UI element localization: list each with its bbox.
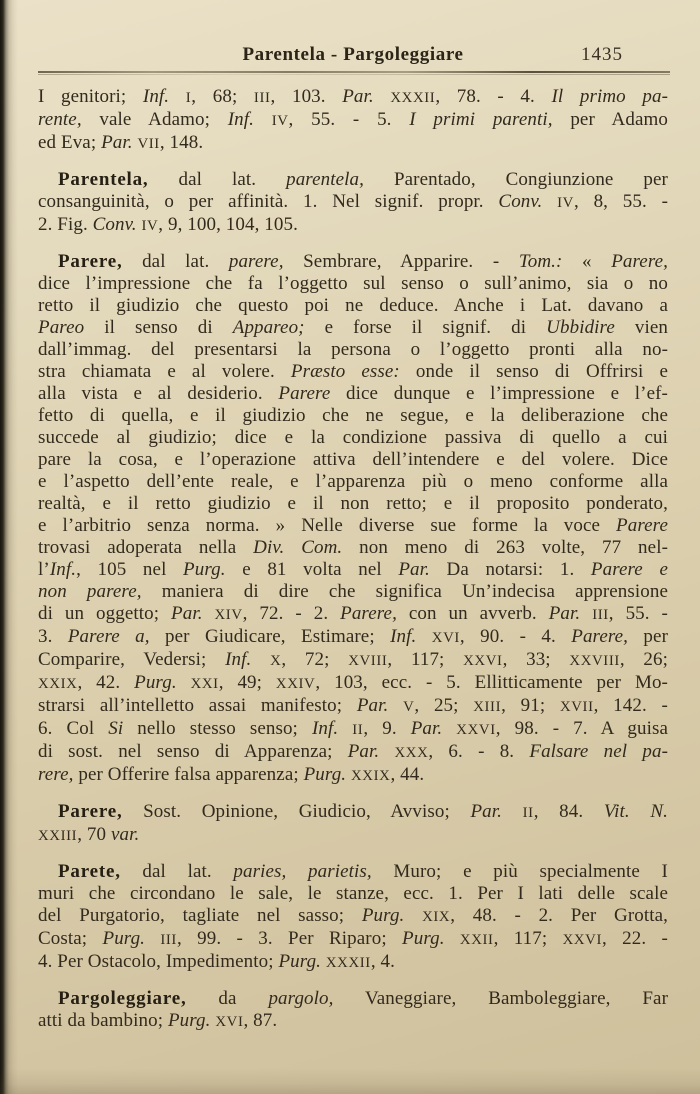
text-line xyxy=(38,951,668,974)
text-run: XIX xyxy=(422,909,451,925)
text-run: , 9, 100, 104, 105. xyxy=(158,214,298,235)
text-run: e l’aspetto dell’ente reale, e l’apparenza più o meno conforme alla xyxy=(38,471,668,492)
text-run: Inf. xyxy=(49,559,77,580)
text-run: XVI xyxy=(215,1014,244,1030)
text-run: Muro; e più specialmente I xyxy=(371,861,668,882)
text-run: XXI xyxy=(190,676,219,692)
text-run: XXVIII xyxy=(569,653,620,669)
text-run: , 142. - xyxy=(593,695,668,716)
text-run: , 148. xyxy=(159,132,204,153)
text-run: pargolo, xyxy=(268,988,334,1009)
text-run: XXVI xyxy=(562,932,602,948)
text-line xyxy=(38,214,668,237)
text-run: XXIX xyxy=(351,768,391,784)
text-run: , 117; xyxy=(387,649,464,670)
text-line xyxy=(38,339,668,361)
text-run: retto il giudizio che questo poi ne deduce. Anche i Lat. davano a xyxy=(38,295,668,316)
text-run: paries, parietis, xyxy=(233,861,372,882)
text-run: Par. xyxy=(171,603,215,624)
text-run: Inf. xyxy=(311,718,353,739)
text-run: di sost. nel senso di Apparenza; xyxy=(38,741,348,762)
text-run: , 25; xyxy=(414,695,474,716)
text-line xyxy=(38,603,668,626)
text-run: , 87. xyxy=(243,1010,278,1031)
text-run: , 9. xyxy=(363,718,411,739)
header-rule-line xyxy=(38,71,670,73)
text-run: Vaneggiare, Bamboleggiare, Far xyxy=(333,988,668,1009)
text-line xyxy=(38,928,668,951)
text-run: Parere xyxy=(278,383,331,404)
text-run: , 103, ecc. - 5. Ellitticamente per Mo- xyxy=(315,672,668,693)
text-run: , 68; xyxy=(191,86,254,107)
text-line xyxy=(38,471,668,493)
text-run: di un oggetto; xyxy=(38,603,172,624)
text-run: Par. xyxy=(410,718,457,739)
text-run: dice dunque e l’impressione e l’ef- xyxy=(330,383,668,404)
text-run: III xyxy=(592,607,609,623)
text-run: parentela, xyxy=(286,169,364,190)
text-run: Parere, xyxy=(340,603,397,624)
text-run: XXII xyxy=(459,932,494,948)
text-run: e forse il signif. di xyxy=(304,317,547,338)
text-run: 6. Col xyxy=(38,718,109,739)
text-run: succede al giudizio; dice e la condizione passiva di quello a cui xyxy=(38,427,668,448)
text-run: VII xyxy=(137,136,160,152)
text-line xyxy=(38,405,668,427)
entry-pargoleggiare xyxy=(38,988,668,1033)
text-run: muri che circondano le sale, le stanze, ecc. 1. Per I lati delle scale xyxy=(38,883,668,904)
text-run: Pareo xyxy=(38,317,85,338)
text-run: XXVI xyxy=(456,722,496,738)
text-run: dal lat. xyxy=(120,861,234,882)
text-run: Inf. xyxy=(390,626,432,647)
text-run: Conv. xyxy=(92,214,142,235)
text-run: XXIX xyxy=(38,676,78,692)
binding-shadow xyxy=(0,0,18,1094)
text-run: Par. xyxy=(347,741,395,762)
text-run: , 105 nel xyxy=(76,559,184,580)
headword: Parete, xyxy=(58,861,121,882)
text-run: , 48. - 2. Per Grotta, xyxy=(450,905,668,926)
text-run: da xyxy=(186,988,269,1009)
text-run: , 90. - 4. xyxy=(459,626,572,647)
text-run: XXIII xyxy=(38,828,78,844)
text-run: XXVI xyxy=(463,653,503,669)
text-line xyxy=(38,251,668,273)
text-run: , 72; xyxy=(281,649,349,670)
text-run: Falsare nel pa- xyxy=(529,741,668,762)
text-run: , 55. - 5. xyxy=(288,109,410,130)
text-run: I genitori; xyxy=(38,86,143,107)
text-run: realtà, e il retto giudizio e il non retto; e il proposito ponderato, xyxy=(38,493,668,514)
entry-parentela xyxy=(38,169,668,237)
headword: Parentela, xyxy=(58,169,149,190)
text-run: Tom.: xyxy=(518,251,563,272)
header-rule xyxy=(38,71,670,75)
text-run: Da notarsi: 1. xyxy=(429,559,591,580)
text-run: dal lat. xyxy=(122,251,229,272)
text-run: , 91; xyxy=(501,695,560,716)
text-run: Purg. xyxy=(167,1010,216,1031)
text-line xyxy=(38,824,668,847)
text-run: , 70 xyxy=(77,824,111,845)
text-line xyxy=(38,86,668,109)
text-run: Parere a, xyxy=(67,626,150,647)
text-run: , 55. - xyxy=(608,603,668,624)
text-run: Par. xyxy=(101,132,138,153)
text-run: trovasi adoperata nella xyxy=(38,537,254,558)
text-run: e l’arbitrio senza norma. » Nelle diverse sue forme la voce xyxy=(38,515,617,536)
text-run: ed Eva; xyxy=(38,132,102,153)
text-run: l’ xyxy=(38,559,50,580)
text-run: Comparire, Vedersi; xyxy=(38,649,226,670)
text-run: Præsto esse: xyxy=(290,361,400,382)
text-run: , 99. - 3. Per Riparo; xyxy=(176,928,403,949)
text-run: Par. xyxy=(356,695,404,716)
text-line xyxy=(38,361,668,383)
text-run: Costa; xyxy=(38,928,103,949)
header-title: Parentela - Pargoleggiare xyxy=(242,44,464,65)
text-run: IV xyxy=(557,195,574,211)
text-run: alla vista e al desiderio. xyxy=(38,383,279,404)
text-run: strarsi all’intelletto assai manifesto; xyxy=(38,695,357,716)
text-run: Sembrare, Apparire. - xyxy=(283,251,519,272)
text-run: dal lat. xyxy=(148,169,287,190)
text-run: XIV xyxy=(214,607,243,623)
text-run: , 103. xyxy=(270,86,343,107)
headword: Pargoleggiare, xyxy=(58,988,187,1009)
text-run: dall’immag. del presentarsi la persona o l’oggetto pronti alla no- xyxy=(38,339,668,360)
text-line xyxy=(38,883,668,905)
page-text xyxy=(38,86,668,1033)
entry-parere-verb xyxy=(38,251,668,787)
text-line xyxy=(38,988,668,1010)
text-run: Purg. xyxy=(278,951,326,972)
text-run: XXX xyxy=(394,745,429,761)
text-run: V xyxy=(403,699,415,715)
text-run: 3. xyxy=(38,626,68,647)
text-run: , 22. - xyxy=(602,928,668,949)
text-run: per Offerire falsa apparenza; xyxy=(73,764,304,785)
text-run: Inf. xyxy=(227,109,272,130)
text-line xyxy=(38,295,668,317)
text-run: , 44. xyxy=(390,764,425,785)
text-run: , 6. - 8. xyxy=(428,741,530,762)
text-run: , 72. - 2. xyxy=(242,603,341,624)
text-line xyxy=(38,905,668,928)
text-line xyxy=(38,537,668,559)
text-run: per Giudicare, Estimare; xyxy=(149,626,391,647)
text-run: non meno di 263 volte, 77 nel- xyxy=(342,537,668,558)
text-run: Inf. xyxy=(142,86,186,107)
text-line xyxy=(38,191,668,214)
text-run: Si xyxy=(108,718,124,739)
headword: Parere, xyxy=(58,801,123,822)
text-run: I xyxy=(185,90,192,106)
text-run: con un avverb. xyxy=(396,603,549,624)
text-run: Par. xyxy=(548,603,593,624)
text-run: Conv. xyxy=(498,191,558,212)
text-run: onde il senso di Offrirsi e xyxy=(399,361,668,382)
text-run: , 4. xyxy=(370,951,395,972)
text-line xyxy=(38,132,668,155)
text-run: var. xyxy=(110,824,140,845)
bottom-vignette xyxy=(0,1068,700,1094)
text-line xyxy=(38,273,668,295)
text-run: IV xyxy=(271,113,289,129)
text-run: Par. xyxy=(342,86,391,107)
text-run: , 26; xyxy=(619,649,669,670)
text-run: XVII xyxy=(559,699,594,715)
text-line xyxy=(38,764,668,787)
text-run: , 117; xyxy=(493,928,563,949)
text-run: dice l’impressione che fa l’oggetto sul senso o sull’animo, sia o no xyxy=(38,273,668,294)
text-run: Purg. xyxy=(183,559,226,580)
entry-parete xyxy=(38,861,668,974)
text-run: rente, xyxy=(38,109,82,130)
text-line xyxy=(38,1010,668,1033)
text-run: nello stesso senso; xyxy=(123,718,312,739)
text-run: Purg. xyxy=(134,672,191,693)
text-run: vale Adamo; xyxy=(81,109,228,130)
text-line xyxy=(38,383,668,405)
text-run: , 42. xyxy=(77,672,135,693)
text-run: , 98. - 7. A guisa xyxy=(495,718,668,739)
headword: Parere, xyxy=(58,251,123,272)
text-run: Purg. xyxy=(102,928,161,949)
text-run: parere, xyxy=(228,251,284,272)
text-run: II xyxy=(522,805,534,821)
text-run: Parere e xyxy=(590,559,668,580)
text-run: consanguinità, o per affinità. 1. Nel signif. propr. xyxy=(38,191,499,212)
text-run: X xyxy=(270,653,282,669)
text-run: , 78. - 4. xyxy=(435,86,552,107)
text-run: III xyxy=(253,90,271,106)
text-run: stra chiamata e al volere. xyxy=(38,361,291,382)
text-line xyxy=(38,515,668,537)
text-run: Purg. xyxy=(361,905,423,926)
text-line xyxy=(38,695,668,718)
text-run: XXXII xyxy=(325,955,371,971)
text-run: vien xyxy=(614,317,668,338)
text-run: Par. xyxy=(398,559,430,580)
text-run: Inf. xyxy=(225,649,271,670)
text-run: pare la cosa, e l’operazione attiva dell’intendere e del volere. Dice xyxy=(38,449,668,470)
text-line xyxy=(38,493,668,515)
text-run: XVIII xyxy=(348,653,388,669)
text-run: IV xyxy=(141,218,159,234)
text-run: Parere xyxy=(616,515,668,536)
text-line xyxy=(38,741,668,764)
text-run: Sost. Opinione, Giudicio, Avviso; xyxy=(122,801,471,822)
text-line xyxy=(38,317,668,339)
text-run: I primi parenti, xyxy=(409,109,553,130)
text-run: , 33; xyxy=(502,649,570,670)
text-run: per xyxy=(628,626,668,647)
text-line xyxy=(38,109,668,132)
entry-parere-noun xyxy=(38,801,668,847)
text-run: Parere, xyxy=(571,626,629,647)
text-run: II xyxy=(352,722,364,738)
text-line xyxy=(38,581,668,603)
text-run: il senso di xyxy=(84,317,233,338)
text-run: III xyxy=(160,932,177,948)
text-run: 4. Per Ostacolo, Impedimento; xyxy=(38,951,279,972)
text-line xyxy=(38,649,668,672)
text-run: Il primo pa- xyxy=(551,86,668,107)
text-run: Purg. xyxy=(402,928,460,949)
text-run: non parere, xyxy=(38,581,142,602)
text-run: Parere, xyxy=(611,251,668,272)
text-run: Vit. N. xyxy=(603,801,668,822)
text-line xyxy=(38,801,668,824)
text-run: atti da bambino; xyxy=(38,1010,168,1031)
text-line xyxy=(38,718,668,741)
text-run: XVI xyxy=(431,630,460,646)
text-run: , 8, 55. - xyxy=(573,191,669,212)
text-line xyxy=(38,672,668,695)
page-number: 1435 xyxy=(581,44,623,65)
text-run: e 81 volta nel xyxy=(225,559,399,580)
text-line xyxy=(38,449,668,471)
text-run: per Adamo xyxy=(552,109,668,130)
running-header xyxy=(38,44,668,66)
text-run: Purg. xyxy=(303,764,351,785)
text-run: XIII xyxy=(473,699,502,715)
header-rule-echo xyxy=(38,74,670,75)
text-run: 2. Fig. xyxy=(38,214,93,235)
text-line xyxy=(38,559,668,581)
text-line xyxy=(38,626,668,649)
text-run: Appareo; xyxy=(232,317,305,338)
text-run: Par. xyxy=(470,801,523,822)
text-line xyxy=(38,861,668,883)
text-run: , 49; xyxy=(218,672,276,693)
entry-parente-continuation xyxy=(38,86,668,155)
text-run: Parentado, Congiunzione per xyxy=(363,169,668,190)
text-run: fetto di quella, e il giudizio che ne segue, e la deliberazione che xyxy=(38,405,668,426)
text-run: XXIV xyxy=(275,676,316,692)
text-run: Ubbidire xyxy=(546,317,615,338)
text-line xyxy=(38,169,668,191)
text-run: XXXII xyxy=(390,90,436,106)
text-run: , 84. xyxy=(533,801,604,822)
text-run: rere, xyxy=(38,764,74,785)
text-run: del Purgatorio, tagliate nel sasso; xyxy=(38,905,362,926)
text-run: Div. Com. xyxy=(253,537,343,558)
text-run: maniera di dire che significa Un’indecisa apprensione xyxy=(141,581,668,602)
text-line xyxy=(38,427,668,449)
text-run: « xyxy=(562,251,612,272)
